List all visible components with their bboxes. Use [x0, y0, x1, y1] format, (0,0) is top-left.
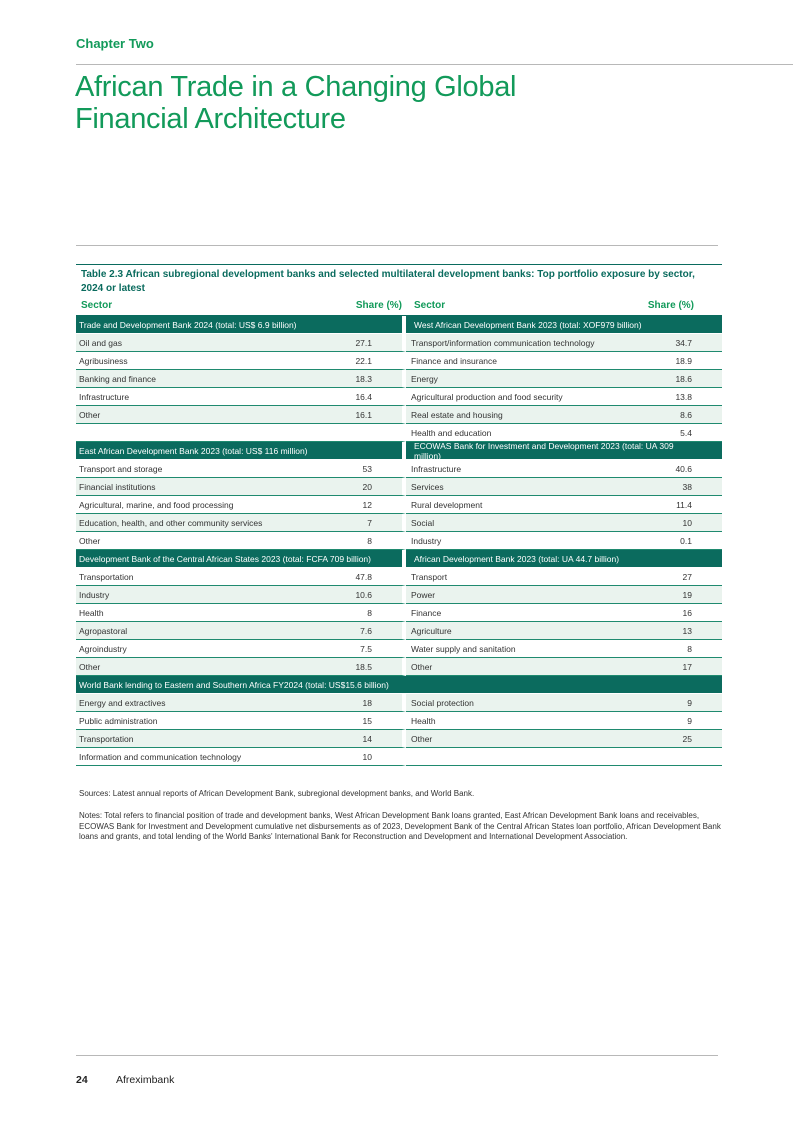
- sector-cell: [406, 586, 722, 604]
- sources-note: Sources: Latest annual reports of African Development Bank, subregional development banks, and World Bank.: [79, 789, 475, 798]
- sector-name: Transport: [411, 571, 448, 582]
- share-value: 27: [682, 571, 692, 582]
- sector-name: Transport/information communication technology: [411, 337, 595, 348]
- sector-cell: [76, 586, 406, 604]
- sector-cell: [406, 388, 722, 406]
- sector-name: Water supply and sanitation: [411, 643, 516, 654]
- sector-name: Infrastructure: [411, 463, 462, 474]
- sector-cell: [406, 640, 722, 658]
- share-value: 38: [682, 481, 692, 492]
- sector-cell: [76, 370, 406, 388]
- table-body: [76, 316, 722, 766]
- sector-cell: [76, 478, 406, 496]
- sector-cell: [406, 712, 722, 730]
- sector-cell: [406, 658, 722, 676]
- sector-cell: [76, 748, 406, 766]
- sector-name: Financial institutions: [79, 481, 156, 492]
- sector-name: Finance: [411, 607, 442, 618]
- share-value: 16.1: [355, 409, 372, 420]
- empty-cell: [406, 748, 722, 766]
- share-value: 27.1: [355, 337, 372, 348]
- sector-name: Industry: [79, 589, 110, 600]
- share-value: 8.6: [680, 409, 692, 420]
- table-row: [76, 478, 722, 496]
- bank-header-row: [76, 676, 722, 694]
- share-value: 5.4: [680, 427, 692, 438]
- share-value: 10: [362, 751, 372, 762]
- table-row: [76, 604, 722, 622]
- share-value: 22.1: [355, 355, 372, 366]
- bank-name-header: ECOWAS Bank for Investment and Development 2023 (total: UA 309 million): [406, 442, 722, 460]
- section-divider: [76, 245, 718, 246]
- sector-name: Health and education: [411, 427, 492, 438]
- sector-cell: [406, 604, 722, 622]
- share-value: 10.6: [355, 589, 372, 600]
- sector-name: Oil and gas: [79, 337, 122, 348]
- share-value: 7.5: [360, 643, 372, 654]
- sector-cell: [76, 712, 406, 730]
- sector-cell: [406, 514, 722, 532]
- table-row: [76, 424, 722, 442]
- column-header-group-right: [406, 297, 722, 315]
- sector-cell: [406, 568, 722, 586]
- sector-name: Health: [79, 607, 104, 618]
- share-value: 12: [362, 499, 372, 510]
- sector-cell: [406, 478, 722, 496]
- sector-cell: [76, 352, 406, 370]
- sector-name: Social: [411, 517, 435, 528]
- share-value: 7.6: [360, 625, 372, 636]
- sector-cell: [406, 694, 722, 712]
- share-value: 53: [362, 463, 372, 474]
- sector-cell: [76, 406, 406, 424]
- sector-name: Other: [79, 409, 101, 420]
- share-value: 9: [687, 715, 692, 726]
- share-value: 10: [682, 517, 692, 528]
- sector-cell: [406, 370, 722, 388]
- sector-cell: [76, 532, 406, 550]
- sector-name: Finance and insurance: [411, 355, 498, 366]
- bank-header-row: [76, 442, 722, 460]
- portfolio-exposure-table: [76, 264, 722, 766]
- share-value: 8: [367, 607, 372, 618]
- table-row: [76, 712, 722, 730]
- sector-name: Transportation: [79, 571, 134, 582]
- share-value: 47.8: [355, 571, 372, 582]
- bank-header-row: [76, 316, 722, 334]
- sector-cell: [76, 460, 406, 478]
- table-row: [76, 352, 722, 370]
- sector-cell: [76, 568, 406, 586]
- share-value: 18.9: [675, 355, 692, 366]
- page-title: [75, 71, 516, 135]
- share-value: 11.4: [676, 499, 692, 510]
- sector-name: Banking and finance: [79, 373, 157, 384]
- share-value: 7: [367, 517, 372, 528]
- column-header-share: Share (%): [647, 300, 694, 311]
- sector-name: Health: [411, 715, 436, 726]
- page-number: 24: [76, 1074, 88, 1086]
- table-row: [76, 370, 722, 388]
- share-value: 25: [682, 733, 692, 744]
- sector-name: Transport and storage: [79, 463, 163, 474]
- sector-name: Transportation: [79, 733, 134, 744]
- table-row: [76, 658, 722, 676]
- sector-cell: [76, 658, 406, 676]
- sector-name: Energy: [411, 373, 438, 384]
- share-value: 8: [367, 535, 372, 546]
- footer-divider: [76, 1055, 718, 1056]
- table-row: [76, 496, 722, 514]
- sector-cell: [76, 694, 406, 712]
- share-value: 13.8: [675, 391, 692, 402]
- share-value: 16: [682, 607, 692, 618]
- table-row: [76, 388, 722, 406]
- sector-cell: [76, 730, 406, 748]
- column-header-share: Share (%): [355, 300, 402, 311]
- sector-name: Energy and extractives: [79, 697, 166, 708]
- share-value: 0.1: [680, 535, 692, 546]
- page-title-line-1: African Trade in a Changing Global: [75, 71, 517, 103]
- share-value: 8: [687, 643, 692, 654]
- share-value: 19: [682, 589, 692, 600]
- sector-cell: [406, 406, 722, 424]
- header-divider: [76, 64, 793, 65]
- sector-name: Agribusiness: [79, 355, 128, 366]
- share-value: 17: [682, 661, 692, 672]
- sector-name: Agropastoral: [79, 625, 128, 636]
- sector-name: Agricultural production and food security: [411, 391, 563, 402]
- share-value: 13: [682, 625, 692, 636]
- sector-cell: [76, 388, 406, 406]
- sector-name: Agriculture: [411, 625, 452, 636]
- table-row: [76, 568, 722, 586]
- share-value: 9: [687, 697, 692, 708]
- table-row: [76, 694, 722, 712]
- column-header-sector: Sector: [81, 300, 113, 311]
- column-header-sector: Sector: [414, 300, 446, 311]
- sector-cell: [406, 460, 722, 478]
- table-row: [76, 730, 722, 748]
- sector-cell: [76, 604, 406, 622]
- sector-cell: [76, 496, 406, 514]
- table-row: [76, 748, 722, 766]
- sector-name: Infrastructure: [79, 391, 130, 402]
- chapter-label: Chapter Two: [76, 36, 154, 51]
- share-value: 20: [362, 481, 372, 492]
- bank-name-header: Trade and Development Bank 2024 (total: US$ 6.9 billion): [76, 316, 406, 334]
- sector-cell: [406, 622, 722, 640]
- bank-name-header: Development Bank of the Central African States 2023 (total: FCFA 709 billion): [76, 550, 406, 568]
- share-value: 15: [362, 715, 372, 726]
- bank-header-row: [76, 550, 722, 568]
- table-caption: Table 2.3 African subregional development banks and selected multilateral development banks: Top portfolio exposure by sector, 2024 or latest: [81, 269, 695, 294]
- sector-cell: [406, 352, 722, 370]
- share-value: 16.4: [355, 391, 372, 402]
- sector-cell: [406, 334, 722, 352]
- sector-cell: [406, 496, 722, 514]
- bank-name-header: East African Development Bank 2023 (total: US$ 116 million): [76, 442, 406, 460]
- share-value: 18.6: [675, 373, 692, 384]
- empty-cell: [76, 424, 406, 442]
- footer-brand: Afreximbank: [116, 1074, 175, 1086]
- sector-name: Industry: [411, 535, 442, 546]
- sector-name: Information and communication technology: [79, 751, 242, 762]
- notes-text: Notes: Total refers to financial position of trade and development banks, West African Development Bank loans granted, East African Development Bank loans and receivables, ECOWAS Bank for Investment and Development cumulative net disbursements as of 2023, Development Bank of the Central African States loan portfolio, African Development Bank loans and grants, and total lending of the World Banks' International Bank for Reconstruction and Development and International Development Association.: [79, 811, 721, 841]
- table-row: [76, 334, 722, 352]
- share-value: 18.5: [355, 661, 372, 672]
- sector-name: Services: [411, 481, 444, 492]
- table-row: [76, 460, 722, 478]
- page-title-line-2: Financial Architecture: [75, 103, 346, 135]
- sector-name: Power: [411, 589, 436, 600]
- sector-name: Public administration: [79, 715, 158, 726]
- column-header-group-left: [76, 297, 406, 315]
- sector-cell: [406, 424, 722, 442]
- share-value: 14: [362, 733, 372, 744]
- bank-name-header: African Development Bank 2023 (total: UA 44.7 billion): [406, 550, 722, 568]
- share-value: 34.7: [675, 337, 692, 348]
- sector-cell: [406, 730, 722, 748]
- sector-cell: [76, 514, 406, 532]
- sector-name: Social protection: [411, 697, 474, 708]
- share-value: 40.6: [675, 463, 692, 474]
- sector-name: Agricultural, marine, and food processing: [79, 499, 234, 510]
- sector-name: Other: [79, 661, 101, 672]
- table-column-headers: [76, 297, 722, 316]
- sector-name: Education, health, and other community services: [79, 517, 263, 528]
- bank-name-header: West African Development Bank 2023 (total: XOF979 billion): [406, 316, 722, 334]
- sector-cell: [76, 640, 406, 658]
- table-row: [76, 640, 722, 658]
- sector-name: Real estate and housing: [411, 409, 503, 420]
- sector-name: Other: [411, 733, 433, 744]
- sector-name: Other: [411, 661, 433, 672]
- sector-name: Agroindustry: [79, 643, 127, 654]
- sector-name: Rural development: [411, 499, 483, 510]
- table-row: [76, 514, 722, 532]
- table-row: [76, 586, 722, 604]
- sector-cell: [76, 622, 406, 640]
- table-row: [76, 406, 722, 424]
- sector-cell: [406, 532, 722, 550]
- share-value: 18.3: [355, 373, 372, 384]
- bank-name-header: World Bank lending to Eastern and Southern Africa FY2024 (total: US$15.6 billion): [76, 676, 722, 694]
- sector-cell: [76, 334, 406, 352]
- table-row: [76, 622, 722, 640]
- share-value: 18: [362, 697, 372, 708]
- sector-name: Other: [79, 535, 101, 546]
- table-row: [76, 532, 722, 550]
